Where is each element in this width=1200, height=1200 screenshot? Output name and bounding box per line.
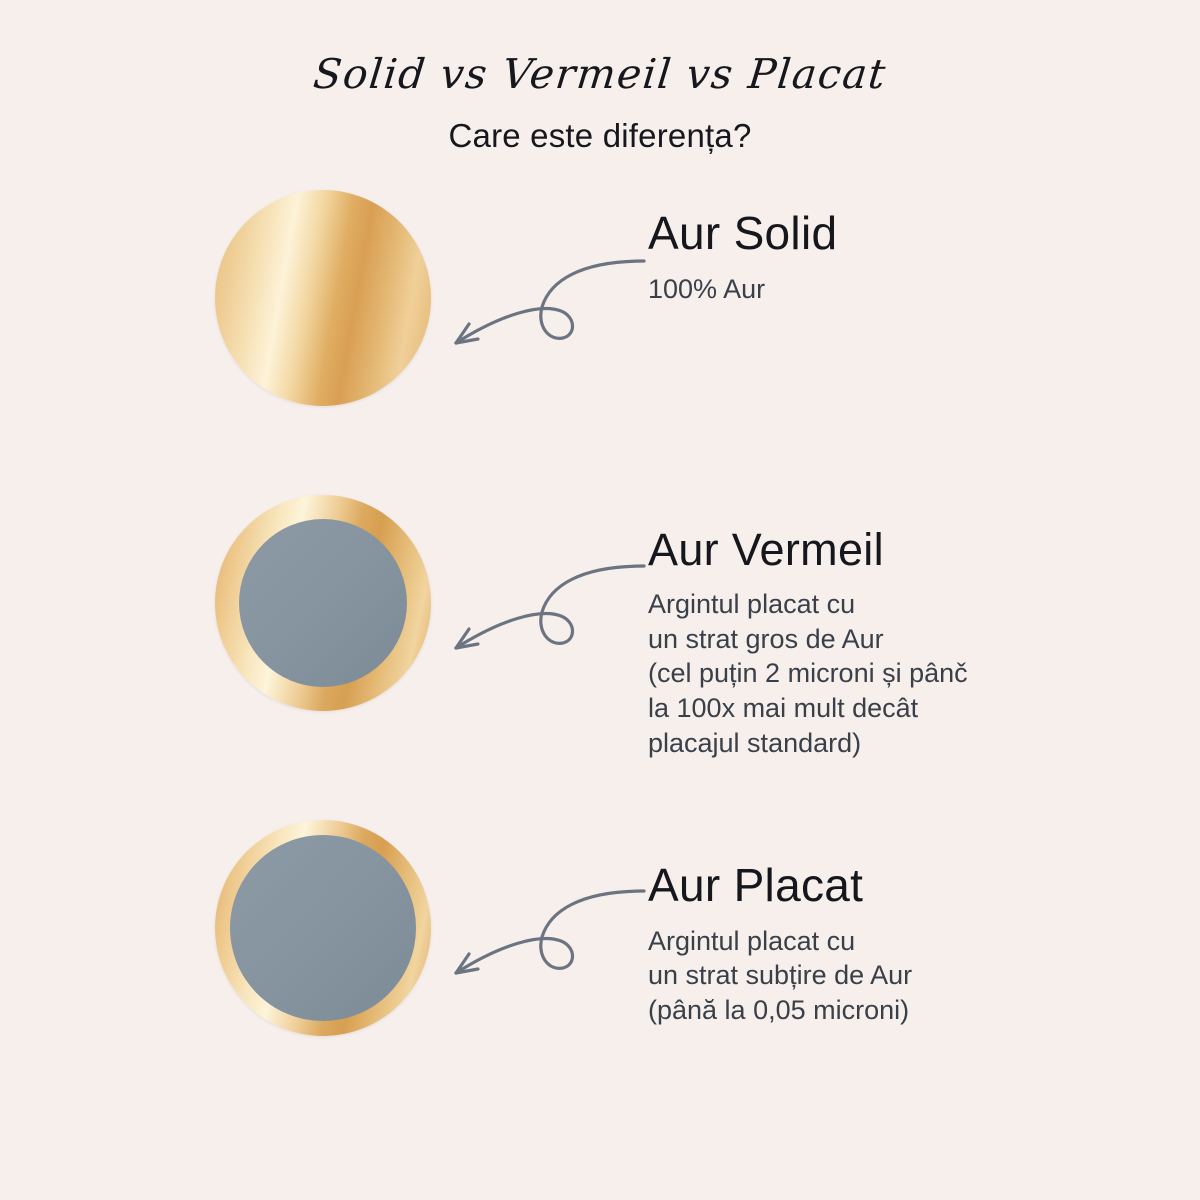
description-line: 100% Aur [648,273,766,304]
heading-placat: Aur Placat [648,859,864,911]
swatch-placat-disc [215,820,445,1050]
curved-arrow-left-icon [430,550,650,680]
page-subtitle: Care este diferența? [448,117,752,155]
description-solid [648,272,1168,307]
silver-core [230,835,416,1021]
solid-gold-disc [215,190,431,406]
curved-arrow-left-icon [430,875,650,1005]
swatch-vermeil-disc [215,495,445,725]
description-line: Argintul placat cu [648,589,856,620]
description-line: un strat subțire de Aur [648,960,913,991]
gold-thin-plated-silver-disc [215,820,431,1036]
description-line: (cel puțin 2 microni și pânč [648,658,968,689]
description-line: la 100x mai mult decât [648,693,919,724]
comparison-row-solid [0,190,1200,450]
description-line: un strat gros de Aur [648,623,884,654]
comparison-row-placat [0,820,1200,1080]
swatch-solid-gold-disc [215,190,445,420]
silver-core [239,519,407,687]
text-block-vermeil [648,525,1168,760]
description-line: placajul standard) [648,727,862,758]
heading-solid: Aur Solid [648,207,838,259]
page-title: Solid vs Vermeil vs Placat [311,50,890,98]
description-vermeil [648,587,1168,760]
curved-arrow-left-icon [430,245,650,375]
description-line: Argintul placat cu [648,925,856,956]
heading-vermeil: Aur Vermeil [648,524,884,575]
header [0,0,1200,155]
description-line: (până la 0,05 microni) [648,994,910,1025]
gold-thick-plated-silver-disc [215,495,431,711]
text-block-placat [648,860,1168,1027]
description-placat [648,924,1168,1028]
comparison-row-vermeil [0,495,1200,758]
text-block-solid [648,208,1168,306]
